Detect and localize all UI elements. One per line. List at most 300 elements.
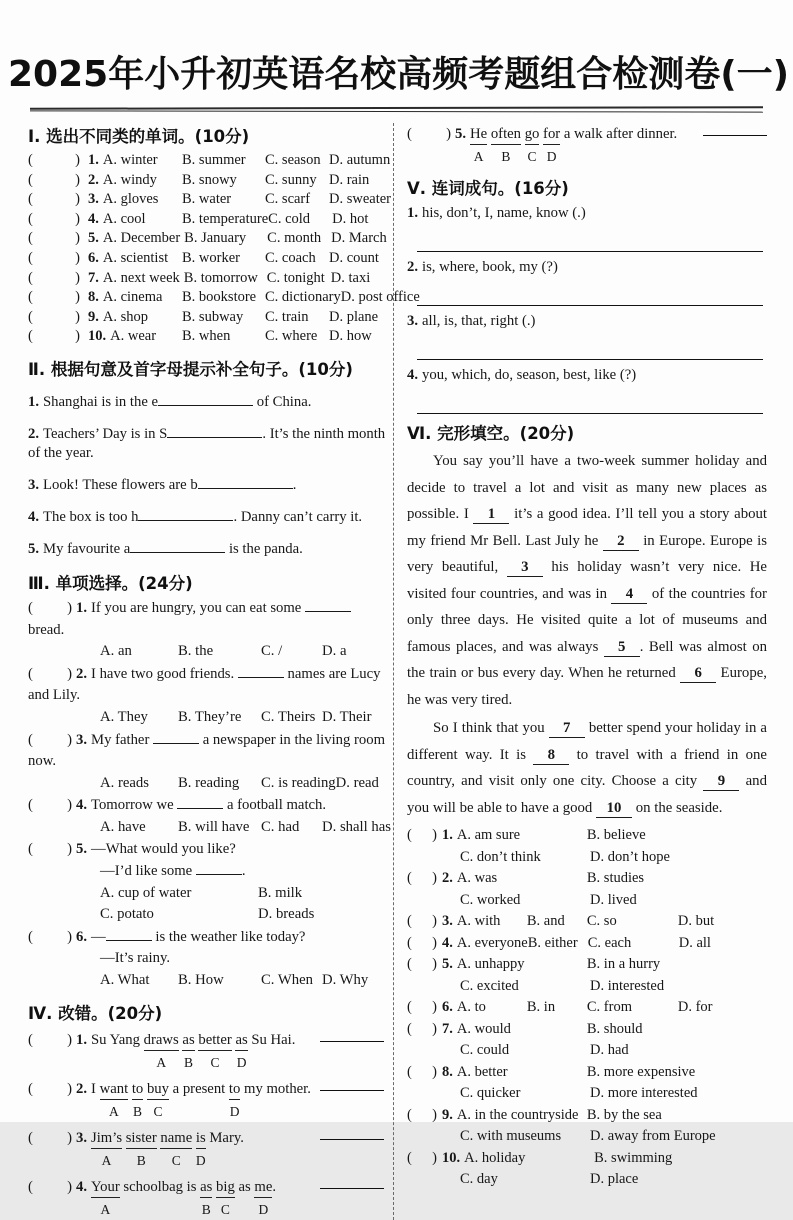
text-run: a newspaper in the living room now. bbox=[28, 731, 386, 770]
word-text: to bbox=[228, 1080, 241, 1097]
cloze-question bbox=[407, 1148, 769, 1191]
question-number: 9. bbox=[442, 1106, 453, 1123]
divider-line-thick bbox=[30, 106, 763, 110]
paren-close-icon: ) bbox=[75, 152, 80, 168]
answer-bracket bbox=[28, 327, 80, 347]
word-text: often bbox=[490, 126, 522, 142]
cloze-blank-number: 9 bbox=[703, 774, 739, 791]
paren-close-icon: ) bbox=[75, 289, 80, 306]
paren-close-icon: ) bbox=[432, 1063, 437, 1080]
option-b: B. believe bbox=[586, 827, 646, 843]
word-list: is, where, book, my (?) bbox=[422, 259, 558, 275]
text-run: as bbox=[234, 1178, 255, 1195]
answer-bracket bbox=[28, 171, 80, 191]
question-number: 5. bbox=[28, 540, 40, 557]
answer-bracket bbox=[28, 795, 72, 817]
answer-bracket bbox=[407, 1062, 437, 1084]
answer-write-line bbox=[703, 135, 767, 136]
option-c: C. Theirs bbox=[261, 708, 316, 725]
underlined-word bbox=[198, 1031, 232, 1070]
question-stem-line bbox=[100, 861, 386, 883]
paren-close-icon: ) bbox=[67, 928, 72, 945]
answer-bracket bbox=[407, 825, 437, 847]
paren-close-icon: ) bbox=[67, 797, 72, 814]
option-b: B. studies bbox=[586, 870, 645, 886]
cloze-blank-number: 10 bbox=[596, 801, 632, 818]
question-number: 4. bbox=[407, 367, 419, 383]
text-run: If you are hungry, you can eat some bbox=[91, 599, 305, 616]
question-number: 6. bbox=[442, 999, 453, 1015]
choice-letter: B bbox=[201, 1201, 211, 1217]
cloze-question-line bbox=[460, 1083, 769, 1105]
option-a: A. gloves bbox=[102, 191, 159, 208]
paren-open-icon: ( bbox=[28, 797, 33, 814]
text-run: Europe, he was very tired. bbox=[407, 665, 767, 708]
paren-open-icon: ( bbox=[28, 328, 33, 345]
question-number: 4. bbox=[442, 934, 453, 951]
option-c: C. each bbox=[587, 934, 632, 951]
question-number: 8. bbox=[442, 1063, 453, 1080]
cloze-question-line bbox=[407, 868, 769, 890]
underlined-word bbox=[182, 1031, 195, 1070]
question-number: 3. bbox=[76, 731, 88, 748]
text-run: . bbox=[241, 863, 246, 880]
question-number: 2. bbox=[442, 870, 453, 886]
text-run: a walk after dinner. bbox=[560, 126, 678, 142]
answer-write-line bbox=[417, 359, 763, 360]
cloze-question-line bbox=[460, 976, 769, 998]
text-run: . It’s the ninth month of the year. bbox=[28, 425, 386, 461]
section-4-heading: Ⅳ. 改错。(20分) bbox=[28, 1003, 163, 1023]
choice-question bbox=[28, 795, 391, 838]
option-b: B. How bbox=[178, 972, 224, 989]
option-d: D. rain bbox=[329, 171, 370, 188]
word-choice-row bbox=[28, 151, 391, 171]
answer-bracket bbox=[407, 954, 437, 976]
answer-write-line bbox=[320, 1090, 384, 1091]
cloze-question-line bbox=[407, 1019, 769, 1041]
sentence-ordering-item bbox=[407, 312, 769, 360]
cloze-question-line bbox=[460, 890, 769, 912]
option-d: D. post office bbox=[340, 289, 420, 306]
option-a: A. am sure bbox=[456, 827, 521, 843]
text-run: . bbox=[292, 476, 297, 493]
divider-line-thin bbox=[30, 110, 763, 112]
question-number: 8. bbox=[88, 289, 99, 306]
option-a: A. What bbox=[100, 972, 150, 989]
word-choice-row bbox=[28, 269, 386, 289]
answer-write-line bbox=[320, 1188, 384, 1189]
option-c: C. quicker bbox=[460, 1085, 521, 1101]
paren-open-icon: ( bbox=[407, 870, 412, 886]
paren-close-icon: ) bbox=[75, 249, 80, 266]
question-number: 5. bbox=[76, 841, 88, 858]
text-run: —It’s rainy. bbox=[100, 950, 171, 967]
text-run: is the weather like today? bbox=[151, 928, 306, 945]
underlined-word bbox=[216, 1178, 235, 1217]
answer-bracket bbox=[28, 288, 80, 308]
answer-bracket bbox=[28, 308, 80, 328]
option-b: B. either bbox=[527, 934, 578, 951]
option-a: A. would bbox=[456, 1020, 511, 1037]
option-b: B. summer bbox=[182, 152, 246, 168]
question-number: 1. bbox=[88, 152, 99, 168]
option-a: A. holiday bbox=[464, 1149, 526, 1166]
word-list: all, is, that, right (.) bbox=[422, 313, 536, 329]
choice-letter: B bbox=[136, 1152, 146, 1168]
answer-bracket bbox=[28, 1129, 72, 1148]
option-c: C. season bbox=[265, 152, 321, 168]
option-b: B. snowy bbox=[182, 171, 237, 188]
paren-close-icon: ) bbox=[432, 956, 437, 972]
option-d: D. Why bbox=[322, 972, 369, 989]
word-text: as bbox=[182, 1031, 195, 1048]
text-run: . bbox=[272, 1178, 277, 1195]
choice-letter: D bbox=[546, 149, 557, 164]
question-number: 1. bbox=[407, 205, 419, 221]
paren-open-icon: ( bbox=[28, 269, 33, 286]
paren-open-icon: ( bbox=[28, 249, 33, 266]
choice-letter: C bbox=[527, 149, 537, 164]
answer-bracket bbox=[28, 151, 80, 171]
question-stem-line bbox=[28, 664, 386, 707]
choice-letter: A bbox=[109, 1103, 119, 1119]
choice-letter: B bbox=[184, 1054, 194, 1070]
option-d: D. a bbox=[322, 643, 347, 660]
option-b: B. water bbox=[182, 191, 232, 208]
answer-blank-line bbox=[158, 393, 253, 406]
answer-bracket bbox=[28, 1031, 72, 1050]
cloze-blank-number: 2 bbox=[603, 534, 639, 551]
text-run: —I’d like some bbox=[100, 863, 196, 880]
option-d: D. place bbox=[590, 1171, 639, 1187]
paren-close-icon: ) bbox=[432, 913, 437, 929]
question-number: 3. bbox=[407, 313, 419, 329]
paren-open-icon: ( bbox=[28, 1031, 33, 1048]
paren-open-icon: ( bbox=[28, 841, 33, 858]
word-text: want bbox=[99, 1080, 129, 1097]
choice-letter: A bbox=[156, 1054, 167, 1070]
choice-question bbox=[28, 839, 386, 925]
paren-close-icon: ) bbox=[75, 269, 80, 286]
word-choice-row bbox=[28, 190, 392, 210]
option-b: B. when bbox=[182, 328, 231, 345]
word-text: name bbox=[160, 1129, 193, 1146]
paren-open-icon: ( bbox=[28, 171, 33, 188]
option-d: D. interested bbox=[590, 977, 665, 994]
option-a: A. reads bbox=[100, 774, 149, 791]
underlined-word bbox=[125, 1129, 157, 1168]
paren-close-icon: ) bbox=[67, 841, 72, 858]
cloze-blank-number: 8 bbox=[533, 748, 569, 765]
option-a: A. with bbox=[456, 913, 501, 929]
text-run: Look! These flowers are b bbox=[43, 476, 198, 493]
cloze-paragraph bbox=[407, 448, 767, 713]
answer-bracket bbox=[407, 868, 437, 890]
option-a: A. better bbox=[456, 1063, 508, 1080]
word-list: you, which, do, season, best, like (?) bbox=[422, 367, 637, 383]
answer-blank-line bbox=[106, 928, 152, 941]
word-list-line bbox=[407, 204, 769, 223]
choice-letter: C bbox=[210, 1054, 220, 1070]
underlined-word bbox=[99, 1080, 129, 1119]
option-b: B. tomorrow bbox=[183, 269, 258, 286]
choice-letter: C bbox=[220, 1201, 230, 1217]
underlined-word bbox=[195, 1129, 206, 1168]
word-list: his, don’t, I, name, know (.) bbox=[422, 205, 586, 221]
option-c: C. potato bbox=[100, 906, 154, 923]
option-d: D. but bbox=[677, 913, 715, 929]
text-run: bread. bbox=[28, 621, 65, 638]
error-correction-item bbox=[28, 1080, 386, 1122]
fill-in-sentence bbox=[28, 425, 386, 463]
word-choice-row bbox=[28, 229, 386, 249]
text-run: better spend your holiday in a different way. It is bbox=[407, 720, 768, 763]
choice-letter: A bbox=[101, 1152, 112, 1168]
option-a: A. They bbox=[100, 708, 148, 725]
option-b: B. the bbox=[178, 643, 214, 660]
text-run: Tomorrow we bbox=[91, 797, 178, 814]
text-run: schoolbag is bbox=[119, 1178, 201, 1195]
paren-close-icon: ) bbox=[67, 1129, 72, 1146]
fill-in-sentence bbox=[28, 476, 386, 495]
text-run: Mary. bbox=[205, 1129, 244, 1146]
paren-open-icon: ( bbox=[28, 731, 33, 748]
page-title: 2025年小升初英语名校高频考题组合检测卷(一) bbox=[8, 54, 790, 95]
fill-in-sentence bbox=[28, 540, 386, 559]
paren-close-icon: ) bbox=[432, 999, 437, 1015]
option-d: D. shall has bbox=[322, 818, 391, 835]
question-number: 2. bbox=[76, 665, 88, 682]
cloze-paragraph bbox=[407, 715, 767, 821]
paren-close-icon: ) bbox=[446, 126, 451, 142]
question-number: 5. bbox=[455, 126, 467, 142]
text-run: The box is too h bbox=[43, 508, 139, 525]
paren-open-icon: ( bbox=[407, 934, 412, 951]
option-c: C. so bbox=[586, 913, 617, 929]
question-number: 5. bbox=[88, 230, 99, 247]
answer-write-line bbox=[417, 305, 763, 306]
option-c: C. with museums bbox=[460, 1128, 562, 1144]
option-c: C. cold bbox=[268, 210, 311, 227]
option-a: A. have bbox=[100, 818, 146, 835]
answer-blank-line bbox=[153, 731, 199, 744]
cloze-question-line bbox=[407, 1062, 769, 1084]
paren-close-icon: ) bbox=[67, 665, 72, 682]
error-correction-item bbox=[28, 1178, 386, 1220]
text-run: Shanghai is in the e bbox=[43, 393, 159, 410]
paren-open-icon: ( bbox=[28, 1129, 33, 1146]
option-d: D. autumn bbox=[329, 152, 391, 168]
paren-open-icon: ( bbox=[28, 230, 33, 247]
option-b: B. more expensive bbox=[586, 1063, 696, 1080]
fill-in-sentence bbox=[28, 393, 386, 412]
cloze-question bbox=[407, 911, 769, 933]
text-run: a football match. bbox=[223, 797, 327, 814]
option-c: C. sunny bbox=[265, 171, 317, 188]
question-number: 1. bbox=[442, 827, 453, 843]
option-b: B. subway bbox=[182, 308, 244, 325]
cloze-question-line bbox=[460, 1040, 769, 1062]
paren-open-icon: ( bbox=[28, 289, 33, 306]
underlined-word bbox=[91, 1129, 123, 1168]
underlined-word bbox=[254, 1178, 273, 1217]
answer-blank-line bbox=[167, 425, 262, 438]
text-run: Teachers’ Day is in S bbox=[43, 425, 168, 442]
option-b: B. by the sea bbox=[586, 1106, 662, 1123]
cloze-question-line bbox=[407, 997, 769, 1019]
underlined-word bbox=[490, 125, 522, 164]
fill-in-sentence bbox=[28, 508, 386, 527]
paren-close-icon: ) bbox=[432, 827, 437, 843]
text-run: and you will be able to have a good bbox=[407, 773, 767, 816]
option-a-cell bbox=[88, 171, 182, 191]
answer-blank-line bbox=[130, 540, 225, 553]
question-number: 6. bbox=[76, 928, 88, 945]
text-run: of China. bbox=[253, 393, 312, 410]
choice-question bbox=[28, 598, 386, 663]
underlined-word bbox=[143, 1031, 179, 1070]
option-a: A. next week bbox=[102, 269, 180, 286]
paren-close-icon: ) bbox=[75, 191, 80, 208]
word-list-line bbox=[407, 312, 769, 331]
option-a-cell bbox=[88, 308, 182, 328]
paren-close-icon: ) bbox=[67, 1080, 72, 1097]
paren-close-icon: ) bbox=[432, 870, 437, 886]
question-number: 2. bbox=[88, 171, 99, 188]
text-run: My favourite a bbox=[43, 540, 131, 557]
option-b: B. January bbox=[184, 230, 247, 247]
option-a-cell bbox=[88, 151, 182, 171]
option-d: D. all bbox=[678, 934, 711, 951]
text-run: names are Lucy and Lily. bbox=[28, 665, 381, 704]
choice-question bbox=[28, 927, 386, 992]
text-run: of the countries for only three days. He visited quite a lot of museums and famous places, and was always bbox=[407, 585, 767, 655]
word-list-line bbox=[407, 366, 769, 385]
choice-letter: A bbox=[100, 1201, 111, 1217]
option-b: B. worker bbox=[182, 249, 240, 266]
text-run: Su Yang bbox=[91, 1031, 144, 1048]
option-row bbox=[100, 641, 386, 663]
option-d: D. March bbox=[331, 230, 387, 247]
option-d: D. breads bbox=[258, 906, 315, 923]
option-a-cell bbox=[88, 229, 184, 249]
paren-open-icon: ( bbox=[407, 827, 412, 843]
option-a: A. unhappy bbox=[456, 956, 525, 972]
option-b: B. reading bbox=[178, 774, 240, 791]
answer-bracket bbox=[28, 730, 72, 752]
paren-open-icon: ( bbox=[407, 999, 412, 1015]
paren-close-icon: ) bbox=[432, 1106, 437, 1123]
cloze-question bbox=[407, 1062, 769, 1105]
answer-blank-line bbox=[177, 796, 223, 809]
option-c: C. from bbox=[586, 999, 632, 1015]
question-number: 10. bbox=[442, 1149, 461, 1166]
word-text: me bbox=[254, 1178, 273, 1195]
option-a-cell bbox=[88, 190, 182, 210]
answer-bracket bbox=[28, 839, 72, 861]
answer-bracket bbox=[28, 269, 80, 289]
underlined-word bbox=[91, 1178, 120, 1217]
choice-letter: D bbox=[236, 1054, 247, 1070]
word-text: sister bbox=[125, 1129, 157, 1146]
option-a: A. was bbox=[456, 870, 498, 886]
answer-bracket bbox=[28, 1080, 72, 1099]
cloze-question-line bbox=[407, 933, 769, 955]
text-run: I bbox=[91, 1080, 100, 1097]
choice-letter: B bbox=[133, 1103, 143, 1119]
text-run: in Europe. Europe is very beautiful, bbox=[407, 532, 767, 575]
word-text: He bbox=[470, 126, 488, 142]
question-stem-line bbox=[28, 795, 386, 817]
cloze-question bbox=[407, 1105, 769, 1148]
option-c: C. / bbox=[261, 643, 283, 660]
paren-open-icon: ( bbox=[28, 599, 33, 616]
choice-letter: C bbox=[171, 1152, 181, 1168]
cloze-question-line bbox=[407, 911, 769, 933]
underlined-word bbox=[524, 125, 540, 164]
answer-blank-line bbox=[196, 862, 242, 875]
question-number: 7. bbox=[442, 1020, 453, 1037]
option-c: C. worked bbox=[460, 891, 521, 908]
question-number: 3. bbox=[76, 1129, 88, 1146]
option-d: D. had bbox=[590, 1042, 629, 1058]
paren-close-icon: ) bbox=[75, 171, 80, 188]
text-run: to travel with a friend in one country, and visit only one city. Choose a city bbox=[407, 746, 768, 789]
error-correction-item bbox=[28, 1129, 386, 1171]
option-d: D. lived bbox=[590, 891, 637, 908]
paren-close-icon: ) bbox=[432, 1149, 437, 1166]
word-choice-row bbox=[28, 171, 386, 191]
paren-open-icon: ( bbox=[28, 191, 33, 208]
paren-close-icon: ) bbox=[75, 308, 80, 325]
underlined-word bbox=[470, 125, 488, 164]
question-number: 1. bbox=[28, 393, 40, 410]
option-d: D. sweater bbox=[329, 191, 392, 208]
option-c: C. excited bbox=[460, 977, 519, 994]
section-1-heading: Ⅰ. 选出不同类的单词。(10分) bbox=[28, 127, 250, 146]
question-number: 7. bbox=[88, 269, 99, 286]
cloze-blank-number: 3 bbox=[507, 560, 543, 577]
text-run: on the seaside. bbox=[632, 799, 723, 816]
section-2-heading: Ⅱ. 根据句意及首字母提示补全句子。(10分) bbox=[28, 359, 353, 379]
paren-close-icon: ) bbox=[432, 1020, 437, 1037]
option-d: D. don’t hope bbox=[590, 848, 670, 865]
cloze-blank-number: 5 bbox=[604, 640, 640, 657]
text-run: Su Hai. bbox=[247, 1031, 296, 1048]
paren-close-icon: ) bbox=[67, 731, 72, 748]
word-choice-row bbox=[28, 327, 386, 347]
answer-bracket bbox=[407, 997, 437, 1019]
word-text: buy bbox=[146, 1080, 169, 1097]
option-c: C. coach bbox=[265, 249, 316, 266]
option-d: D. for bbox=[677, 999, 713, 1015]
word-text: for bbox=[543, 126, 561, 142]
text-run: So I think that you bbox=[433, 720, 549, 736]
choice-letter: C bbox=[153, 1103, 163, 1119]
word-text: better bbox=[198, 1031, 232, 1048]
option-c: C. is reading bbox=[261, 774, 336, 791]
question-number: 4. bbox=[28, 508, 40, 525]
answer-bracket bbox=[407, 933, 437, 955]
choice-letter: A bbox=[473, 149, 484, 164]
paren-open-icon: ( bbox=[28, 928, 33, 945]
paren-close-icon: ) bbox=[75, 230, 80, 247]
title-divider bbox=[30, 107, 763, 115]
paren-close-icon: ) bbox=[432, 934, 437, 951]
paren-open-icon: ( bbox=[28, 1178, 33, 1195]
answer-bracket bbox=[407, 911, 437, 933]
